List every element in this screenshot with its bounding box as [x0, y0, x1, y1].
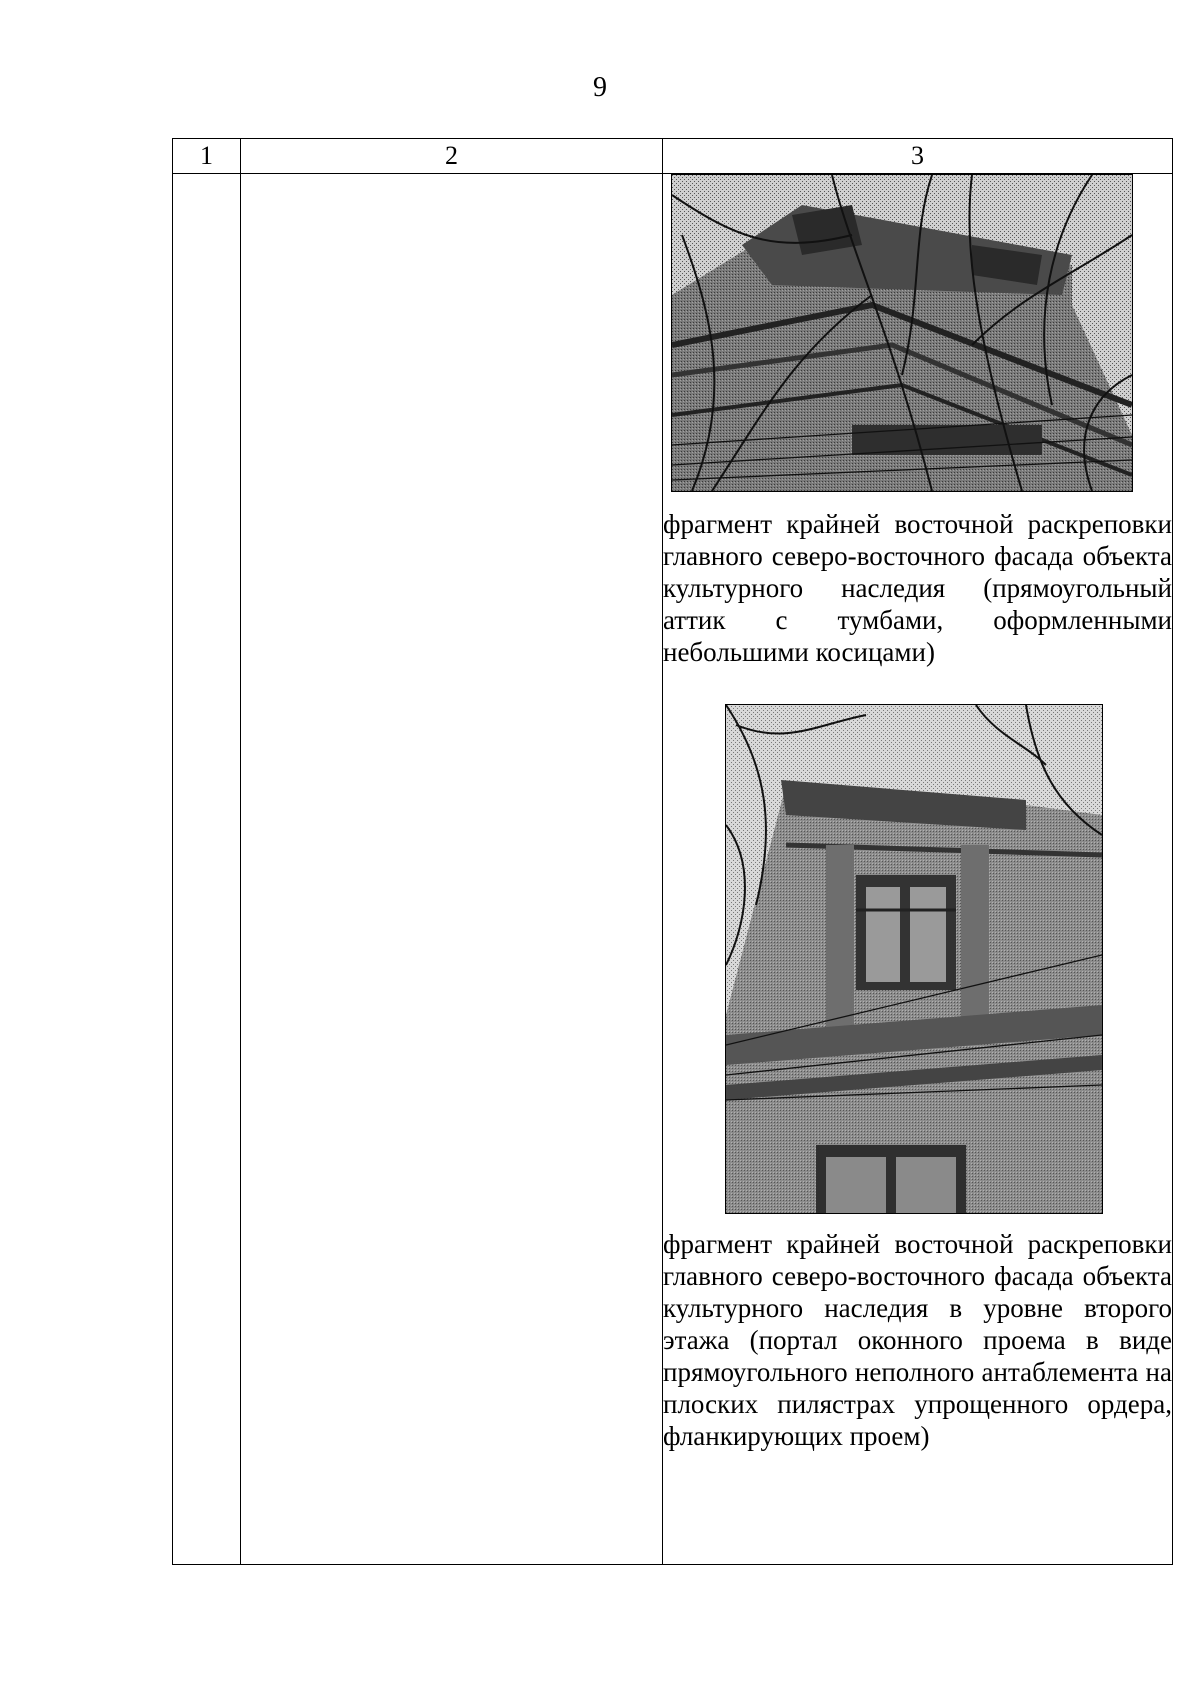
- photo-window-portal-fragment: [725, 704, 1103, 1214]
- cell-col-2: [241, 174, 663, 1565]
- document-table: [172, 138, 1173, 1565]
- cell-col-3: [663, 174, 1173, 1565]
- photo-caption: фрагмент крайней восточной раскреповки главного северо-восточного фасада объекта культурного наследия в уровне второго этажа (портал оконного проема в виде прямоугольного неполного антаблемента на плоских пилястрах упрощенного ордера, фланкирующих проем): [663, 1229, 1172, 1451]
- header-col-3: 3: [663, 139, 1173, 174]
- spacer: [663, 668, 1172, 704]
- table-header-row: [173, 139, 1173, 174]
- header-col-2: 2: [241, 139, 663, 174]
- page-number: 9: [593, 72, 607, 103]
- table-row: [173, 174, 1173, 1565]
- cell-col-1: [173, 174, 241, 1565]
- photo-attic-fragment: [671, 174, 1133, 492]
- header-col-1: 1: [173, 139, 241, 174]
- photo-caption: фрагмент крайней восточной раскреповки главного северо-восточного фасада объекта культурного наследия (прямоугольный аттик с тумбами, оформленными небольшими косицами): [663, 509, 1172, 667]
